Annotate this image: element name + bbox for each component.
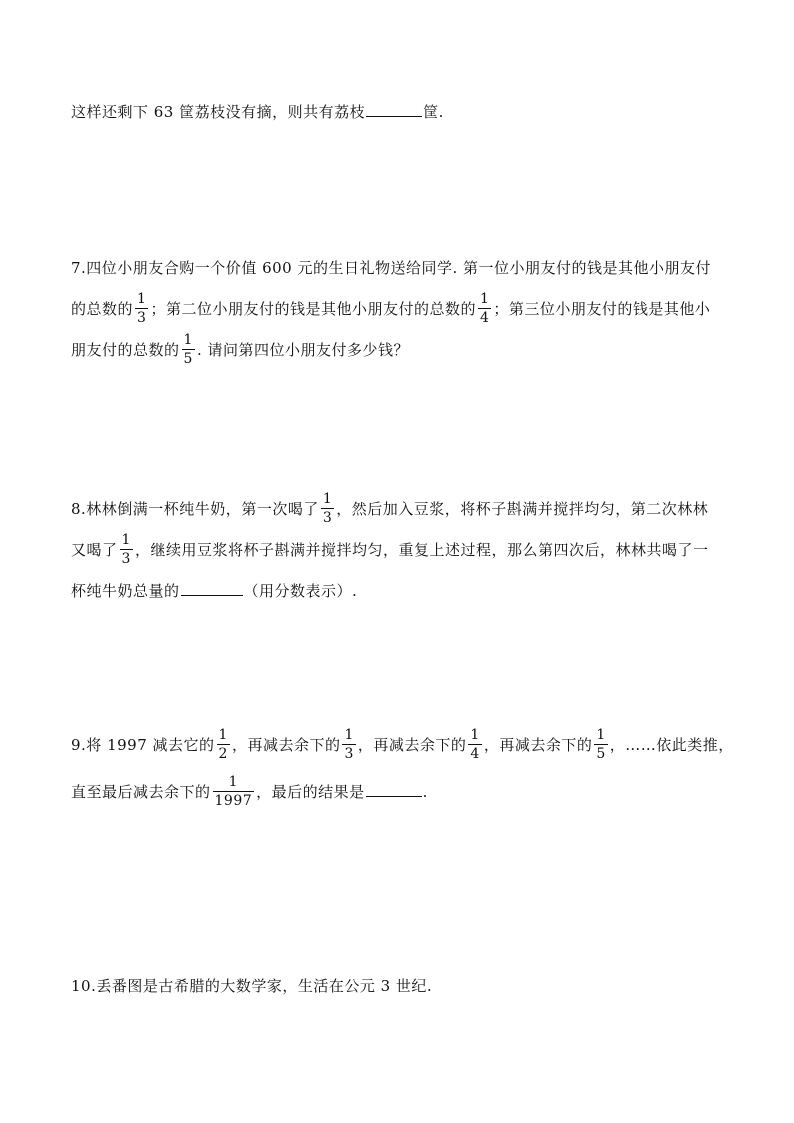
fraction <box>342 728 355 761</box>
denominator: 1997 <box>214 793 253 809</box>
text: ，继续用豆浆将杯子斟满并搅拌均匀，重复上述过程，那么第四次后，林林共喝了一 <box>134 541 709 559</box>
denominator: 4 <box>470 746 480 762</box>
answer-blank[interactable] <box>366 782 422 797</box>
numerator: 1 <box>183 332 193 348</box>
text: ，再减去余下的 <box>357 736 467 754</box>
numerator: 1 <box>479 291 490 307</box>
text: ，最后的结果是 <box>256 783 365 801</box>
numerator: 1 <box>218 727 228 743</box>
numerator: 1 <box>228 774 239 790</box>
text: 筐. <box>423 103 444 121</box>
problem-6-tail <box>71 101 444 122</box>
denominator: 5 <box>183 351 193 367</box>
text: 7.四位小朋友合购一个价值 600 元的生日礼物送给同学. 第一位小朋友付的钱是其他小朋友付 <box>71 259 712 277</box>
problem-7-line-2 <box>71 292 710 325</box>
text: 8.林林倒满一杯纯牛奶，第一次喝了 <box>71 500 319 518</box>
text: ，然后加入豆浆，将杯子斟满并搅拌均匀，第二次林林 <box>336 500 709 518</box>
text: 杯纯牛奶总量的 <box>71 582 180 600</box>
text: ，再减去余下的 <box>483 736 593 754</box>
fraction <box>182 333 195 366</box>
numerator: 1 <box>470 727 480 743</box>
answer-blank[interactable] <box>181 581 243 596</box>
text: （用分数表示）. <box>243 582 358 600</box>
fraction <box>594 728 607 761</box>
denominator: 3 <box>322 510 333 526</box>
problem-9-line-2 <box>71 775 428 808</box>
fraction <box>120 533 133 566</box>
fraction <box>217 728 230 761</box>
problem-10-line-1 <box>71 975 432 996</box>
fraction <box>213 775 255 808</box>
problem-7-line-1 <box>71 257 711 278</box>
denominator: 4 <box>479 310 490 326</box>
text: 又喝了 <box>71 541 118 559</box>
numerator: 1 <box>121 532 131 548</box>
text: ，再减去余下的 <box>231 736 341 754</box>
denominator: 2 <box>218 746 228 762</box>
problem-7-line-3 <box>71 333 409 366</box>
fraction <box>468 728 481 761</box>
denominator: 3 <box>121 551 131 567</box>
text: 10.丢番图是古希腊的大数学家，生活在公元 3 世纪. <box>71 977 433 995</box>
text: . <box>422 782 428 801</box>
text: 朋友付的总数的 <box>71 341 180 359</box>
numerator: 1 <box>344 727 354 743</box>
fraction <box>135 292 148 325</box>
numerator: 1 <box>322 491 333 507</box>
text: 这样还剩下 63 筐荔枝没有摘，则共有荔枝 <box>71 103 366 121</box>
text: ；第二位小朋友付的钱是其他小朋友付的总数的 <box>150 300 476 318</box>
denominator: 3 <box>344 746 354 762</box>
problem-8-line-2 <box>71 533 708 566</box>
answer-blank[interactable] <box>366 102 422 117</box>
numerator: 1 <box>137 291 147 307</box>
text: 直至最后减去余下的 <box>71 783 211 801</box>
denominator: 3 <box>137 310 147 326</box>
problem-8-line-3 <box>71 580 357 601</box>
problem-9-line-1 <box>71 728 734 761</box>
denominator: 5 <box>596 746 606 762</box>
text: . 请问第四位小朋友付多少钱？ <box>196 341 409 359</box>
text: 9.将 1997 减去它的 <box>71 736 215 754</box>
problem-8-line-1 <box>71 492 708 525</box>
fraction <box>321 492 334 525</box>
text: ，……依此类推， <box>609 736 734 754</box>
fraction <box>478 292 491 325</box>
text: ；第三位小朋友付的钱是其他小 <box>493 300 711 318</box>
numerator: 1 <box>596 727 606 743</box>
text: 的总数的 <box>71 300 134 318</box>
